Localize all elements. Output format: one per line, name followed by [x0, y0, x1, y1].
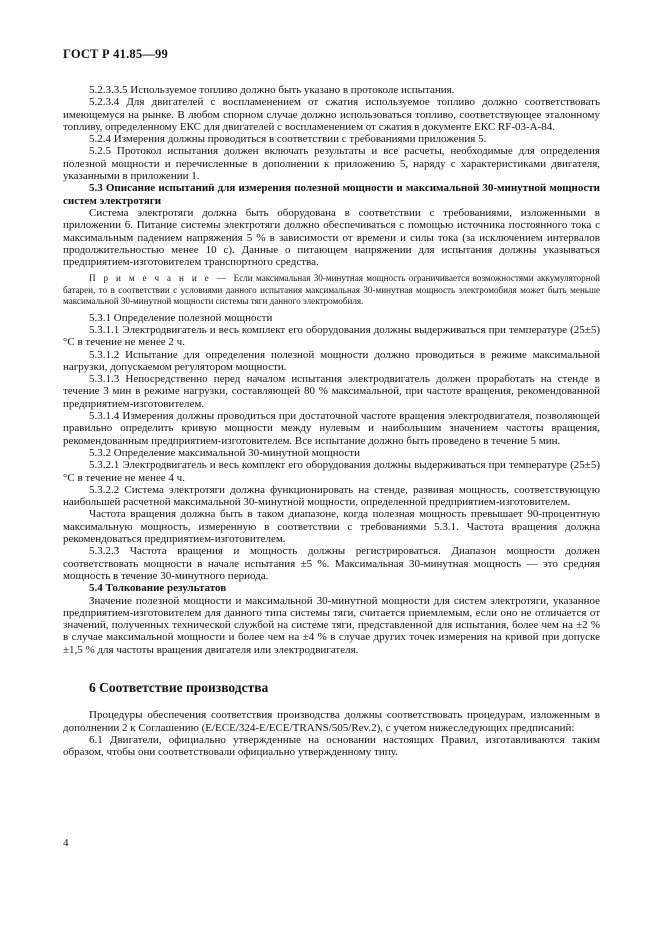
paragraph-5-4: Значение полезной мощности и максимальной 30-минутной мощности для систем электротяги, указанное предприятием-изготовителем для данного типа системы тяги, считается приемлемым, если оно не отличается от значений, полученных технической службой на системе тяги, представленной для испытания, более чем на ±2 % в случае максимальной мощности и более чем на ±4 % в случае других точек измерения на кривой при допуске ±1,5 % для частоты вращения двигателя или электродвигателя. — [63, 594, 600, 656]
paragraph-5-3-1: 5.3.1 Определение полезной мощности — [89, 311, 273, 324]
paragraph-5-3-2: 5.3.2 Определение максимальной 30-минутной мощности — [89, 446, 360, 459]
heading-5-4: 5.4 Толкование результатов — [89, 582, 227, 595]
paragraph-5-3-1-1: 5.3.1.1 Электродвигатель и весь комплект его оборудования должны выдерживаться при температуре (25±5) °С в течение не менее 2 ч. — [63, 323, 600, 349]
paragraph-5-3-2-3: 5.3.2.3 Частота вращения и мощность должны регистрироваться. Диапазон мощности должен соответствовать мощности в начале испытания ±5 %. Максимальная 30-минутная мощность — это средняя мощность в течение 30-минутного периода. — [63, 545, 600, 582]
paragraph-6-intro: Процедуры обеспечения соответствия производства должны соответствовать процедурам, изложенным в дополнении 2 к Соглашению (E/ECE/324-E/ECE/TRANS/505/Rev.2), с учетом нижеследующих предписаний: — [63, 709, 600, 734]
page-number: 4 — [63, 837, 69, 849]
note-paragraph — [63, 273, 600, 307]
paragraph-5-3-2-1: 5.3.2.1 Электродвигатель и весь комплект его оборудования должны выдерживаться при температуре (25±5) °С в течение не менее 4 ч. — [63, 459, 600, 484]
paragraph-5-2-4: 5.2.4 Измерения должны проводиться в соответствии с требованиями приложения 5. — [89, 133, 487, 146]
document-header: ГОСТ Р 41.85—99 — [63, 47, 168, 61]
paragraph-5-2-3-3-5: 5.2.3.3.5 Используемое топливо должно быть указано в протоколе испытания. — [89, 84, 455, 96]
paragraph-5-3-2-2: 5.3.2.2 Система электротяги должна функционировать на стенде, развивая мощность, соответствующую наибольшей расчетной максимальной 30-минутной мощности, определенной предприятием-изготовителем. — [63, 483, 600, 509]
paragraph-5-3-1-3: 5.3.1.3 Непосредственно перед началом испытания электродвигатель должен проработать на стенде в течение 3 мин в режиме нагрузки, составляющей 80 % максимальной, при частоте вращения, рекомендованной предприятием-изготовителем. — [63, 373, 600, 410]
section-6-title: 6 Соответствие производства — [89, 679, 269, 695]
paragraph-5-3-1-2: 5.3.1.2 Испытание для определения полезной мощности должно проводиться в режиме максимальной нагрузки, допускаемом регулятором мощности. — [63, 348, 600, 373]
note-text: Если максимальная 30-минутная мощность ограничивается возможностями аккумуляторной батареи, то в соответствии с условиями данного испытания максимальная 30-минутная мощность электромобиля может быть меньше максимальной 30-минутной мощности системы тяги данного электромобиля. — [63, 273, 600, 307]
paragraph-5-3-2-2-continued: Частота вращения должна быть в таком диапазоне, когда полезная мощность превышает 90-процентную максимальную мощность, измеренную в соответствии с требованиями 5.3.1. Частота вращения должна рекомендоваться предприятием-изготовителем. — [63, 508, 600, 546]
paragraph-6-1: 6.1 Двигатели, официально утвержденные на основании настоящих Правил, изготавливаются таким образом, чтобы они соответствовали официально утвержденному типу. — [63, 733, 600, 759]
note-label: П р и м е ч а н и е — — [89, 273, 234, 284]
paragraph-5-2-5: 5.2.5 Протокол испытания должен включать результаты и все расчеты, необходимые для определения полезной мощности и перечисленные в дополнении к приложению 5, наряду с характеристиками двигателя, указанными в приложении 1. — [63, 145, 600, 183]
paragraph-5-3-1-4: 5.3.1.4 Измерения должны проводиться при достаточной частоте вращения электродвигателя, позволяющей правильно определить кривую мощности между нулевым и наибольшим значением частоты вращения, рекомендованным предприятием-изготовителем. Все испытание должно быть проведено в течение 5 мин. — [63, 410, 600, 447]
paragraph-5-2-3-4: 5.2.3.4 Для двигателей с воспламенением от сжатия используемое топливо должно соответствовать имеющемуся на рынке. В любом спорном случае должно использоваться топливо, соответствующее эталонному топливу, определенному ЕКС для двигателей с воспламенением от сжатия в документе ЕКС RF-03-А-84. — [63, 96, 600, 133]
paragraph-5-3-intro: Система электротяги должна быть оборудована в соответствии с требованиями, изложенными в приложении 6. Питание системы электротяги должно обеспечиваться с помощью источника постоянного тока с максимальным падением напряжения 5 % в зависимости от времени и силы тока (за исключением интервалов продолжительностью менее 10 с). Данные о питающем напряжении для испытания должны указываться предприятием-изготовителем транспортного средства. — [63, 206, 600, 269]
document-body — [63, 84, 600, 758]
heading-5-3: 5.3 Описание испытаний для измерения полезной мощности и максимальной 30-минутной мощности систем электротяги — [63, 182, 600, 207]
